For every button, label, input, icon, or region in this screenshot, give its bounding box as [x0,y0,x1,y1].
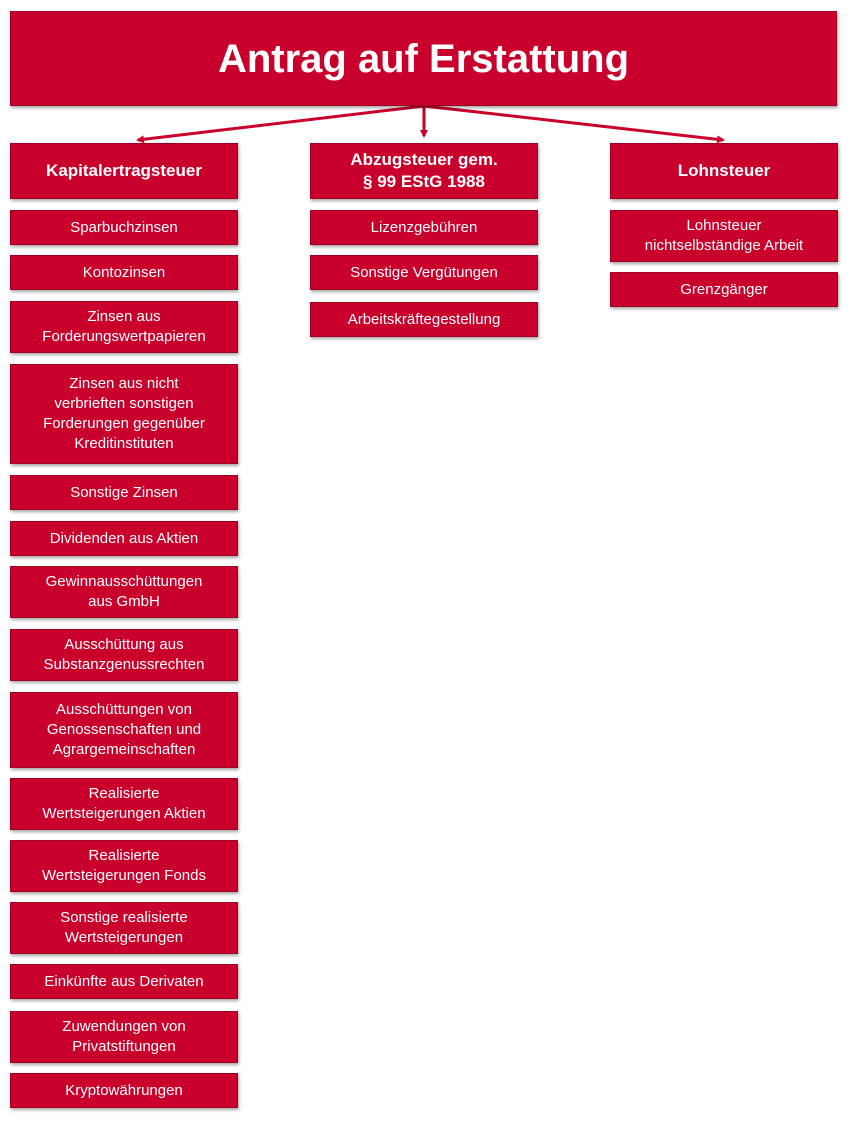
heading-kapitalertragsteuer: Kapitalertragsteuer [10,143,238,199]
item-arbeitskraeftegestellung: Arbeitskräftegestellung [310,302,538,337]
item-ausschuettungen-genossenschaften: Ausschüttungen von Genossenschaften und Agrargemeinschaften [10,692,238,768]
item-kryptowaehrungen: Kryptowährungen [10,1073,238,1108]
item-zinsen-nicht-verbrieft: Zinsen aus nicht verbrieften sonstigen Forderungen gegenüber Kreditinstituten [10,364,238,464]
item-sonstige-zinsen: Sonstige Zinsen [10,475,238,510]
arrow-to-kapitalertragsteuer [138,106,424,140]
heading-abzugsteuer: Abzugsteuer gem. § 99 EStG 1988 [310,143,538,199]
item-kontozinsen: Kontozinsen [10,255,238,290]
item-sonstige-wertsteigerungen: Sonstige realisierte Wertsteigerungen [10,902,238,954]
item-gewinnausschuettungen-gmbh: Gewinnausschüttungen aus GmbH [10,566,238,618]
diagram-title: Antrag auf Erstattung [217,36,630,81]
item-grenzgaenger: Grenzgänger [610,272,838,307]
item-sonstige-verguetungen: Sonstige Vergütungen [310,255,538,290]
heading-lohnsteuer: Lohnsteuer [610,143,838,199]
item-ausschuettung-substanzgenussrechte: Ausschüttung aus Substanzgenussrechten [10,629,238,681]
item-lizenzgebuehren: Lizenzgebühren [310,210,538,245]
arrow-to-lohnsteuer [424,106,723,140]
item-sparbuchzinsen: Sparbuchzinsen [10,210,238,245]
item-wertsteigerungen-fonds: Realisierte Wertsteigerungen Fonds [10,840,238,892]
item-dividenden-aktien: Dividenden aus Aktien [10,521,238,556]
item-lohnsteuer-nichtselbstaendig: Lohnsteuer nichtselbständige Arbeit [610,210,838,262]
title-box [10,11,837,106]
item-zinsen-forderungswertpapiere: Zinsen aus Forderungswertpapieren [10,301,238,353]
item-zuwendungen-privatstiftungen: Zuwendungen von Privatstiftungen [10,1011,238,1063]
item-einkuenfte-derivate: Einkünfte aus Derivaten [10,964,238,999]
item-wertsteigerungen-aktien: Realisierte Wertsteigerungen Aktien [10,778,238,830]
